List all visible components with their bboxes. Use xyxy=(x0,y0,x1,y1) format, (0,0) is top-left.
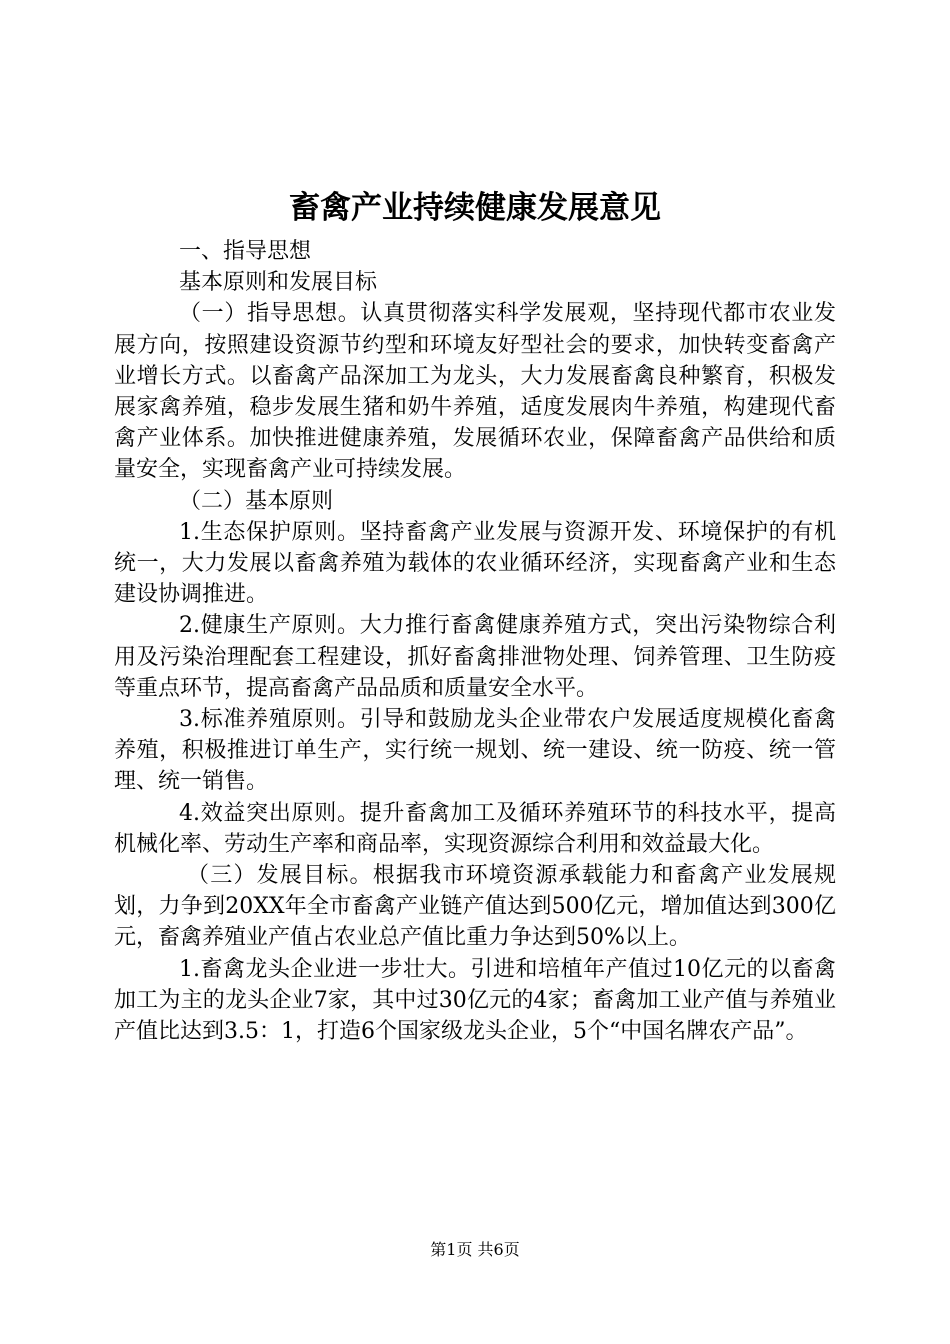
section-heading-principles-goals: 基本原则和发展目标 xyxy=(179,270,378,296)
paragraph-benefit-priority: 4.效益突出原则。提升畜禽加工及循环养殖环节的科技水平，提高机械化率、劳动生产率和商品率，实现资源综合利用和效益最大化。 xyxy=(114,800,836,857)
subheading-basic-principles: （二）基本原则 xyxy=(179,488,334,514)
document-title: 畜禽产业持续健康发展意见 xyxy=(289,190,661,226)
paragraph-guiding-ideology: （一）指导思想。认真贯彻落实科学发展观，坚持现代都市农业发展方向，按照建设资源节约型和环境友好型社会的要求，加快转变畜禽产业增长方式。以畜禽产品深加工为龙头，大力发展畜禽良种繁育，积极发展家禽养殖，稳步发展生猪和奶牛养殖，适度发展肉牛养殖，构建现代畜禽产业体系。加快推进健康养殖，发展循环农业，保障畜禽产品供给和质量安全，实现畜禽产业可持续发展。 xyxy=(114,301,836,483)
page-number-footer: 第1页 共6页 xyxy=(430,1240,520,1259)
paragraph-development-goals: （三）发展目标。根据我市环境资源承载能力和畜禽产业发展规划，力争到20XX年全市畜禽产业链产值达到500亿元，增加值达到300亿元，畜禽养殖业产值占农业总产值比重力争达到50%以上。 xyxy=(114,863,836,951)
paragraph-ecological-protection: 1.生态保护原则。坚持畜禽产业发展与资源开发、环境保护的有机统一，大力发展以畜禽养殖为载体的农业循环经济，实现畜禽产业和生态建设协调推进。 xyxy=(114,519,836,608)
paragraph-leading-enterprises: 1.畜禽龙头企业进一步壮大。引进和培植年产值过10亿元的以畜禽加工为主的龙头企业7家，其中过30亿元的4家；畜禽加工业产值与养殖业产值比达到3.5：1，打造6个国家级龙头企业，5个“中国名牌农产品”。 xyxy=(114,956,836,1045)
paragraph-healthy-production: 2.健康生产原则。大力推行畜禽健康养殖方式，突出污染物综合利用及污染治理配套工程建设，抓好畜禽排泄物处理、饲养管理、卫生防疫等重点环节，提高畜禽产品品质和质量安全水平。 xyxy=(114,613,836,701)
paragraph-standard-breeding: 3.标准养殖原则。引导和鼓励龙头企业带农户发展适度规模化畜禽养殖，积极推进订单生产，实行统一规划、统一建设、统一防疫、统一管理、统一销售。 xyxy=(114,707,836,795)
section-heading-guiding-ideology: 一、指导思想 xyxy=(179,239,312,264)
document-body xyxy=(114,236,836,1047)
